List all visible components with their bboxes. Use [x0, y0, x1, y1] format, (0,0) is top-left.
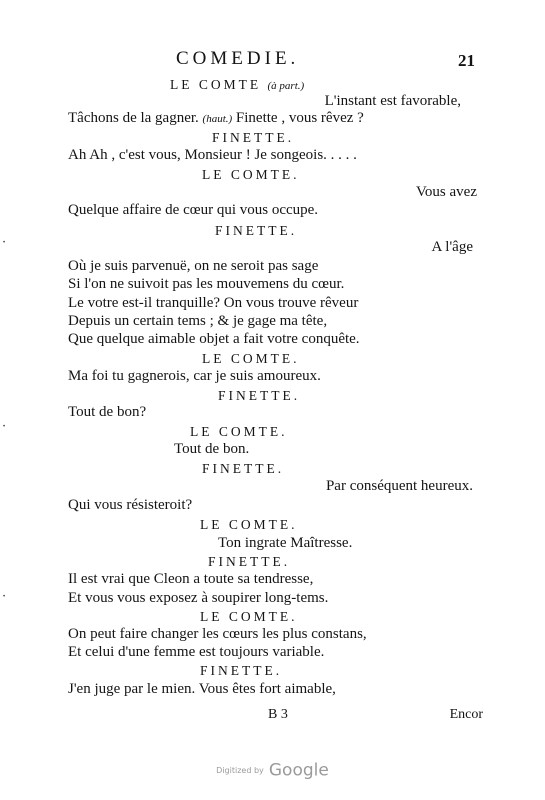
- verse-line: J'en juge par le mien. Vous êtes fort aimable,: [68, 681, 336, 697]
- verse-line: Et vous vous exposez à soupirer long-tems.: [68, 590, 329, 606]
- scan-mark: ·: [2, 419, 7, 434]
- verse-line: Si l'on ne suivoit pas les mouvemens du cœur.: [68, 276, 345, 292]
- scan-mark: ·: [2, 235, 7, 250]
- verse-line: Que quelque aimable objet a fait votre conquête.: [68, 331, 360, 347]
- digitized-watermark: [0, 760, 545, 781]
- stage-direction: (à part.): [267, 80, 305, 92]
- google-logo: Google: [268, 760, 329, 781]
- verse-line: A l'âge: [431, 239, 473, 255]
- verse-line: Ah Ah , c'est vous, Monsieur ! Je songeois. . . . .: [68, 147, 357, 163]
- verse-line: Où je suis parvenuë, on ne seroit pas sage: [68, 258, 319, 274]
- speaker-finette: FINETTE.: [212, 130, 295, 145]
- speaker-finette: FINETTE.: [200, 663, 283, 678]
- verse-text: Tâchons de la gagner.: [68, 110, 199, 126]
- verse-line: Ma foi tu gagnerois, car je suis amoureux.: [68, 368, 321, 384]
- verse-line: Qui vous résisteroit?: [68, 497, 193, 513]
- catchword: Encor: [449, 707, 483, 722]
- verse-line: Il est vrai que Cleon a toute sa tendresse,: [68, 571, 314, 587]
- verse-line: Vous avez: [416, 184, 477, 200]
- speaker-le-comte: LE COMTE.: [200, 609, 298, 624]
- verse-line: L'instant est favorable,: [324, 93, 461, 109]
- speaker-le-comte: LE COMTE.: [200, 517, 298, 532]
- speaker-finette: FINETTE.: [208, 554, 291, 569]
- scan-mark: ·: [2, 589, 7, 604]
- verse-line: Le votre est-il tranquille? On vous trouve rêveur: [68, 295, 359, 311]
- speaker-le-comte: LE COMTE.: [190, 424, 288, 439]
- verse-text: Finette , vous rêvez ?: [235, 110, 364, 126]
- page-number: 21: [458, 51, 475, 70]
- speaker-finette: FINETTE.: [215, 223, 298, 238]
- verse-line: Ton ingrate Maîtresse.: [218, 535, 353, 551]
- speaker-le-comte: LE COMTE.: [202, 351, 300, 366]
- verse-line: Par conséquent heureux.: [325, 478, 473, 494]
- verse-line: Tout de bon?: [68, 404, 147, 420]
- running-title: COMEDIE.: [176, 48, 300, 69]
- speaker-le-comte: [170, 76, 304, 95]
- verse-line: Quelque affaire de cœur qui vous occupe.: [68, 202, 319, 218]
- speaker-name: LE COMTE: [170, 77, 262, 92]
- verse-line: Tout de bon.: [174, 441, 250, 457]
- verse-line: On peut faire changer les cœurs les plus constans,: [68, 626, 367, 642]
- speaker-finette: FINETTE.: [202, 461, 285, 476]
- speaker-le-comte: LE COMTE.: [202, 167, 300, 182]
- stage-direction: (haut.): [202, 113, 233, 125]
- verse-line: Depuis un certain tems ; & je gage ma tête,: [68, 313, 328, 329]
- verse-line: Et celui d'une femme est toujours variable.: [68, 644, 325, 660]
- speaker-finette: FINETTE.: [218, 388, 301, 403]
- signature-mark: B 3: [268, 707, 288, 722]
- watermark-prefix: Digitized by: [216, 766, 264, 775]
- verse-line: [68, 109, 364, 128]
